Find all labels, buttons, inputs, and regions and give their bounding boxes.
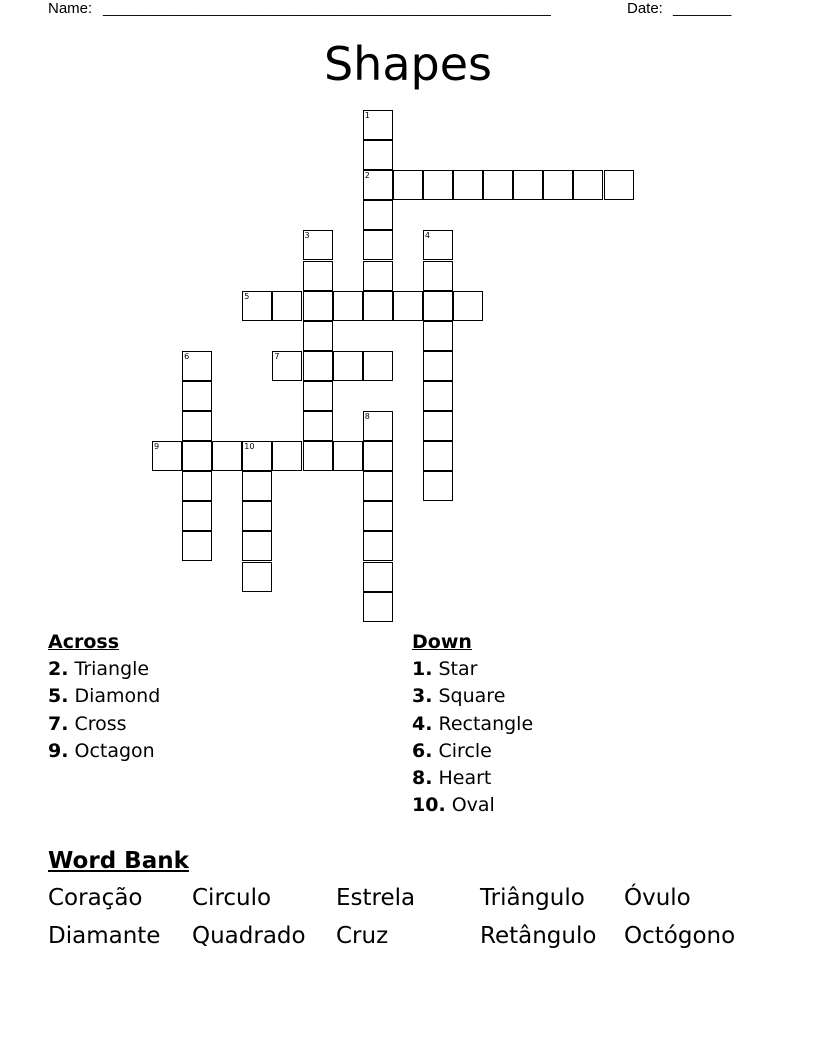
clue-number: 4. xyxy=(412,712,433,735)
grid-cell[interactable] xyxy=(242,471,272,501)
clue-number: 9. xyxy=(48,739,69,762)
clue-number: 10. xyxy=(412,794,446,817)
down-heading: Down xyxy=(412,631,472,653)
word-bank-item: Diamante xyxy=(48,923,161,949)
grid-cell[interactable] xyxy=(363,110,393,140)
grid-cell[interactable] xyxy=(333,441,363,471)
down-clue xyxy=(412,738,533,765)
across-clues xyxy=(48,629,160,765)
clue-number: 6. xyxy=(412,739,433,762)
clue-text: Diamond xyxy=(74,685,161,708)
grid-cell[interactable] xyxy=(423,261,453,291)
grid-cell[interactable] xyxy=(182,471,212,501)
clue-number: 5. xyxy=(48,685,69,708)
clue-number-label: 5 xyxy=(244,291,250,301)
grid-cell[interactable] xyxy=(423,381,453,411)
grid-cell[interactable] xyxy=(363,592,393,622)
grid-cell[interactable] xyxy=(272,291,302,321)
word-bank-item: Coração xyxy=(48,885,143,911)
down-clue xyxy=(412,765,533,792)
down-clues xyxy=(412,629,533,820)
grid-cell[interactable] xyxy=(423,170,453,200)
grid-cell[interactable] xyxy=(182,381,212,411)
grid-cell[interactable] xyxy=(242,531,272,561)
grid-cell[interactable] xyxy=(423,291,453,321)
down-clue xyxy=(412,656,533,683)
clue-number-label: 9 xyxy=(154,442,160,452)
across-clue xyxy=(48,656,160,683)
puzzle-title: Shapes xyxy=(323,37,492,91)
grid-cell[interactable] xyxy=(363,170,393,200)
across-clue xyxy=(48,711,160,738)
grid-cell[interactable] xyxy=(363,200,393,230)
grid-cell[interactable] xyxy=(423,351,453,381)
clue-text: Octagon xyxy=(74,739,155,762)
grid-cell[interactable] xyxy=(453,291,483,321)
clue-number-label: 7 xyxy=(274,351,280,361)
word-bank-item: Octógono xyxy=(624,923,736,949)
clue-number: 7. xyxy=(48,712,69,735)
grid-cell[interactable] xyxy=(303,230,333,260)
grid-cell[interactable] xyxy=(303,381,333,411)
grid-cell[interactable] xyxy=(363,411,393,441)
word-bank-item: Retângulo xyxy=(480,923,597,949)
clue-number: 2. xyxy=(48,658,69,680)
clue-text: Rectangle xyxy=(438,712,534,735)
grid-cell[interactable] xyxy=(303,441,333,471)
date-label: Date: xyxy=(627,0,663,17)
across-heading: Across xyxy=(48,631,120,653)
grid-cell[interactable] xyxy=(423,441,453,471)
grid-cell[interactable] xyxy=(483,170,513,200)
clue-text: Triangle xyxy=(74,658,150,680)
word-bank-item: Quadrado xyxy=(192,923,306,949)
grid-cell[interactable] xyxy=(393,170,423,200)
word-bank-title: Word Bank xyxy=(48,848,189,874)
grid-cell[interactable] xyxy=(182,411,212,441)
grid-cell[interactable] xyxy=(423,471,453,501)
name-label: Name: xyxy=(48,0,93,17)
grid-cell[interactable] xyxy=(333,351,363,381)
across-clue xyxy=(48,683,160,710)
grid-cell[interactable] xyxy=(423,321,453,351)
grid-cell[interactable] xyxy=(152,441,182,471)
word-bank-item: Cruz xyxy=(336,923,389,949)
clue-text: Cross xyxy=(74,712,127,735)
word-bank-item: Triângulo xyxy=(480,885,585,911)
grid-cell[interactable] xyxy=(272,351,302,381)
grid-cell[interactable] xyxy=(363,261,393,291)
grid-cell[interactable] xyxy=(242,291,272,321)
date-field[interactable]: _______ xyxy=(673,0,732,17)
name-field[interactable]: ______________________________________________________ xyxy=(103,0,551,17)
grid-cell[interactable] xyxy=(303,411,333,441)
down-clue xyxy=(412,792,533,819)
grid-cell[interactable] xyxy=(604,170,634,200)
grid-cell[interactable] xyxy=(363,291,393,321)
grid-cell[interactable] xyxy=(393,291,423,321)
clue-number-label: 6 xyxy=(184,351,190,361)
clue-text: Oval xyxy=(451,794,495,817)
grid-cell[interactable] xyxy=(363,531,393,561)
grid-cell[interactable] xyxy=(242,441,272,471)
grid-cell[interactable] xyxy=(423,411,453,441)
clue-text: Star xyxy=(438,658,478,680)
clue-number: 1. xyxy=(412,658,433,680)
clue-number-label: 2 xyxy=(364,171,370,181)
grid-cell[interactable] xyxy=(242,501,272,531)
grid-cell[interactable] xyxy=(453,170,483,200)
grid-cell[interactable] xyxy=(363,562,393,592)
clue-text: Circle xyxy=(438,739,492,762)
grid-cell[interactable] xyxy=(543,170,573,200)
grid-cell[interactable] xyxy=(363,140,393,170)
down-clue xyxy=(412,711,533,738)
grid-cell[interactable] xyxy=(333,291,363,321)
grid-cell[interactable] xyxy=(303,351,333,381)
clue-text: Square xyxy=(438,685,506,708)
grid-cell[interactable] xyxy=(363,471,393,501)
grid-cell[interactable] xyxy=(242,562,272,592)
grid-cell[interactable] xyxy=(303,321,333,351)
grid-cell[interactable] xyxy=(573,170,603,200)
grid-cell[interactable] xyxy=(182,501,212,531)
clue-number: 3. xyxy=(412,685,433,708)
word-bank-item: Estrela xyxy=(336,885,416,911)
grid-cell[interactable] xyxy=(303,291,333,321)
grid-cell[interactable] xyxy=(363,351,393,381)
clue-number-label: 3 xyxy=(304,231,310,241)
clue-number-label: 8 xyxy=(364,412,370,421)
grid-cell[interactable] xyxy=(363,501,393,531)
grid-cell[interactable] xyxy=(272,441,302,471)
grid-cell[interactable] xyxy=(182,351,212,381)
down-clue xyxy=(412,683,533,710)
grid-cell[interactable] xyxy=(182,531,212,561)
clue-number-label: 4 xyxy=(424,231,430,241)
word-bank-item: Óvulo xyxy=(624,885,691,911)
across-clue xyxy=(48,738,160,765)
clue-number-label: 10 xyxy=(244,442,255,452)
grid-cell[interactable] xyxy=(363,441,393,471)
grid-cell[interactable] xyxy=(423,230,453,260)
grid-cell[interactable] xyxy=(212,441,242,471)
grid-cell[interactable] xyxy=(182,441,212,471)
clue-text: Heart xyxy=(438,767,492,790)
word-bank-item: Circulo xyxy=(192,885,272,911)
clue-number-label: 1 xyxy=(364,111,370,120)
grid-cell[interactable] xyxy=(303,261,333,291)
clue-number: 8. xyxy=(412,767,433,790)
grid-cell[interactable] xyxy=(513,170,543,200)
grid-cell[interactable] xyxy=(363,230,393,260)
